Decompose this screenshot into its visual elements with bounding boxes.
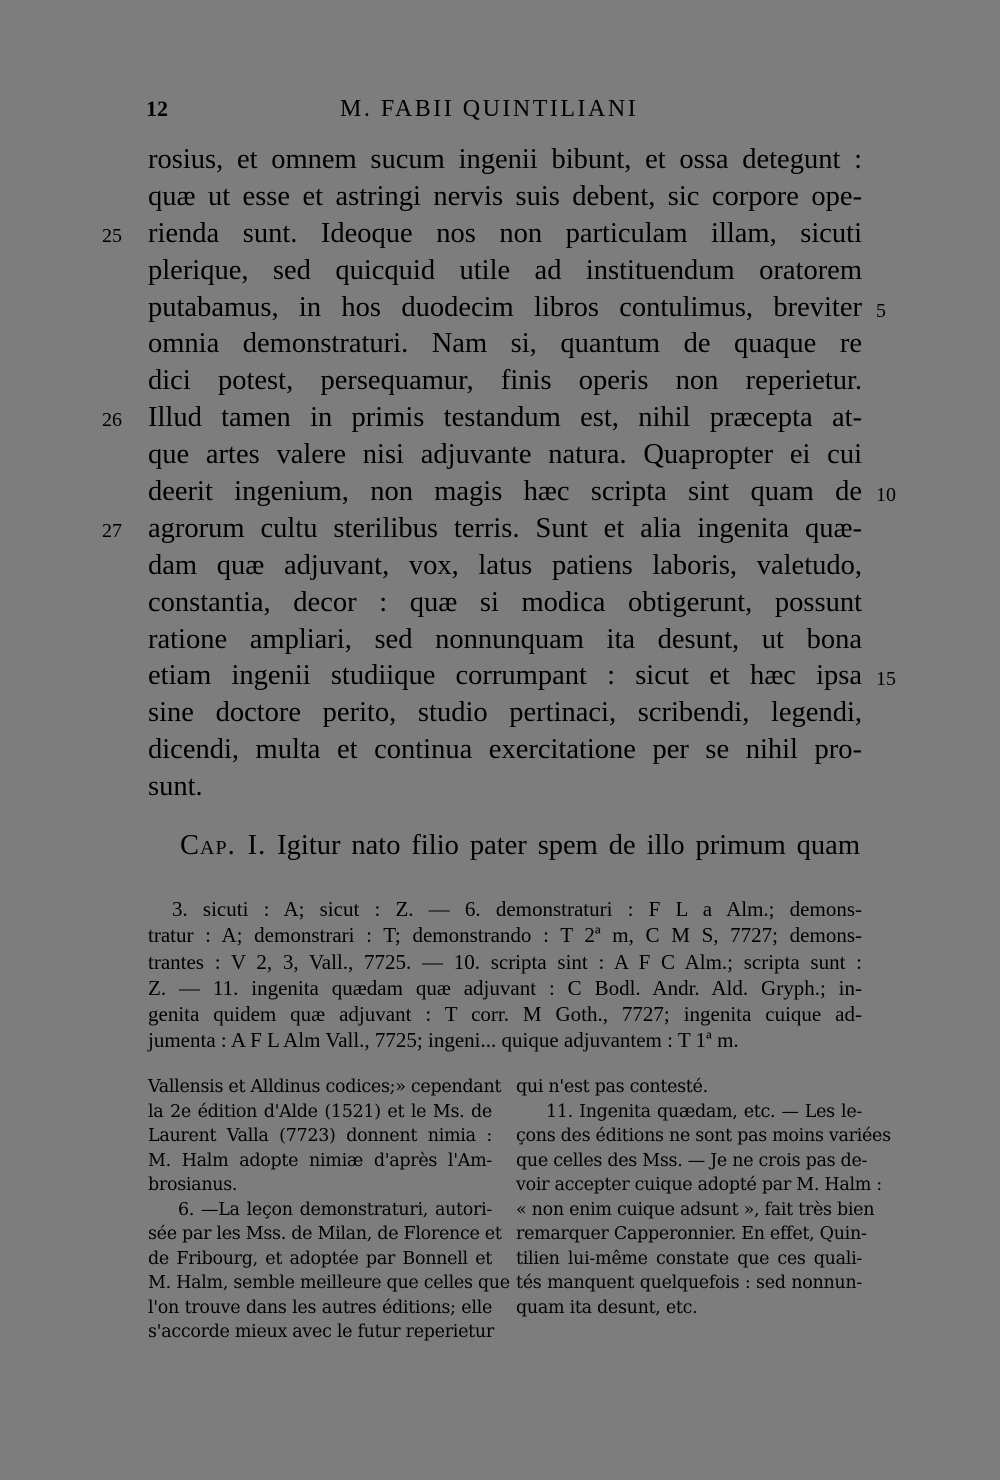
note-line: l'on trouve dans les autres éditions; elle	[148, 1297, 492, 1318]
text-line-content: putabamus, in hos duodecim libros contulimus, breviter	[148, 291, 862, 323]
note-line: que celles des Mss. — Je ne crois pas de-	[516, 1150, 868, 1171]
text-line-content: rienda sunt. Ideoque nos non particulam illam, sicuti	[148, 217, 862, 249]
page-number: 12	[146, 96, 168, 121]
text-line	[148, 658, 896, 695]
line-number: 5	[876, 299, 886, 322]
apparatus-line: trantes : V 2, 3, Vall., 7725. — 10. scripta sint : A F C Alm.; scripta sunt :	[148, 949, 862, 974]
critical-apparatus	[148, 896, 862, 1054]
text-line-content: sunt.	[148, 771, 203, 803]
apparatus-line: genita quidem quæ adjuvant : T corr. M Goth., 7727; ingenita cuique ad-	[148, 1002, 862, 1027]
text-line-content: dam quæ adjuvant, vox, latus patiens laboris, valetudo,	[148, 549, 862, 581]
text-line	[148, 363, 862, 400]
text-line	[148, 769, 862, 806]
main-text	[102, 142, 896, 806]
text-line	[148, 326, 862, 363]
text-line	[148, 437, 862, 474]
text-line	[148, 548, 862, 585]
text-line-content: constantia, decor : quæ si modica obtigerunt, possunt	[148, 586, 862, 618]
text-line	[148, 622, 862, 659]
chapter-label: Cap. I.	[180, 830, 267, 861]
note-line: 11. Ingenita quædam, etc. — Les le-	[546, 1101, 862, 1122]
text-line-content: dicendi, multa et continua exercitatione per se nihil pro-	[148, 734, 862, 766]
note-line: sée par les Mss. de Milan, de Florence et	[148, 1224, 502, 1244]
text-line-content: dici potest, persequamur, finis operis non reperietur.	[148, 365, 862, 397]
note-line: remarquer Capperonnier. En effet, Quin-	[516, 1224, 867, 1244]
note-line: quam ita desunt, etc.	[516, 1297, 698, 1318]
text-line-content: ratione ampliari, sed nonnunquam ita desunt, ut bona	[148, 623, 862, 655]
running-title: M. FABII QUINTILIANI	[340, 96, 639, 122]
note-line: çons des éditions ne sont pas moins variées	[516, 1126, 891, 1146]
section-number: 27	[102, 519, 122, 542]
note-line: tilien lui-même constate que ces quali-	[516, 1248, 862, 1269]
page-header	[0, 96, 1000, 132]
apparatus-line: tratur : A; demonstrari : T; demonstrando : T 2ª m, C M S, 7727; demons-	[148, 923, 862, 948]
text-line	[102, 400, 862, 437]
note-line: « non enim cuique adsunt », fait très bien	[516, 1199, 875, 1220]
line-number: 15	[876, 668, 896, 691]
text-line	[148, 732, 862, 769]
note-line: Vallensis et Alldinus codices;» cependant	[148, 1077, 502, 1097]
text-line-content: Illud tamen in primis testandum est, nihil præcepta at-	[148, 402, 862, 434]
text-line-content: rosius, et omnem sucum ingenii bibunt, et ossa detegunt :	[148, 144, 862, 175]
note-line: tés manquent quelquefois : sed nonnun-	[516, 1273, 862, 1293]
note-line: M. Halm, semble meilleure que celles que	[148, 1273, 510, 1293]
apparatus-line: 3. sicuti : A; sicut : Z. — 6. demonstraturi : F L a Alm.; demons-	[172, 897, 862, 921]
text-line-content: omnia demonstraturi. Nam si, quantum de quaque re	[148, 328, 862, 360]
text-line	[102, 511, 862, 548]
text-line	[148, 290, 886, 327]
text-line	[148, 474, 896, 511]
note-line: brosianus.	[148, 1175, 238, 1195]
text-line-content: sine doctore perito, studio pertinaci, scribendi, legendi,	[148, 697, 862, 729]
apparatus-line: Z. — 11. ingenita quædam quæ adjuvant : C Bodl. Andr. Ald. Gryph.; in-	[148, 975, 862, 1000]
text-line	[148, 142, 862, 179]
notes-right-column	[516, 1075, 891, 1320]
section-number: 26	[102, 409, 122, 432]
text-line-content: quæ ut esse et astringi nervis suis debent, sic corpore ope-	[148, 180, 862, 212]
note-line: voir accepter cuique adopté par M. Halm :	[516, 1175, 882, 1195]
note-line: M. Halm adopte nimiæ d'après l'Am-	[148, 1150, 492, 1171]
text-line	[148, 253, 862, 290]
notes-left-column	[148, 1075, 510, 1345]
chapter-text: Igitur nato filio pater spem de illo primum quam	[277, 830, 861, 861]
text-line	[102, 216, 862, 253]
chapter-heading-line	[180, 830, 860, 862]
note-line: qui n'est pas contesté.	[516, 1077, 708, 1097]
line-number: 10	[876, 484, 896, 507]
note-line: de Fribourg, et adoptée par Bonnell et	[148, 1248, 492, 1269]
section-number: 25	[102, 224, 122, 247]
note-line: s'accorde mieux avec le futur reperietur	[148, 1322, 494, 1342]
text-line	[148, 695, 862, 732]
text-line	[148, 179, 862, 216]
text-line-content: etiam ingenii studiique corrumpant : sicut et hæc ipsa	[148, 660, 862, 692]
note-line: 6. —La leçon demonstraturi, autori-	[178, 1199, 492, 1220]
text-line-content: deerit ingenium, non magis hæc scripta sint quam de	[148, 476, 862, 508]
text-line-content: agrorum cultu sterilibus terris. Sunt et alia ingenita quæ-	[148, 512, 862, 544]
text-line-content: plerique, sed quicquid utile ad instituendum oratorem	[148, 254, 862, 286]
note-line: Laurent Valla (7723) donnent nimia :	[148, 1126, 492, 1146]
text-line-content: que artes valere nisi adjuvante natura. Quapropter ei cui	[148, 439, 862, 471]
text-line	[148, 585, 862, 622]
apparatus-line: jumenta : A F L Alm Vall., 7725; ingeni... quique adjuvantem : T 1ª m.	[148, 1028, 739, 1053]
note-line: la 2e édition d'Alde (1521) et le Ms. de	[148, 1101, 492, 1122]
